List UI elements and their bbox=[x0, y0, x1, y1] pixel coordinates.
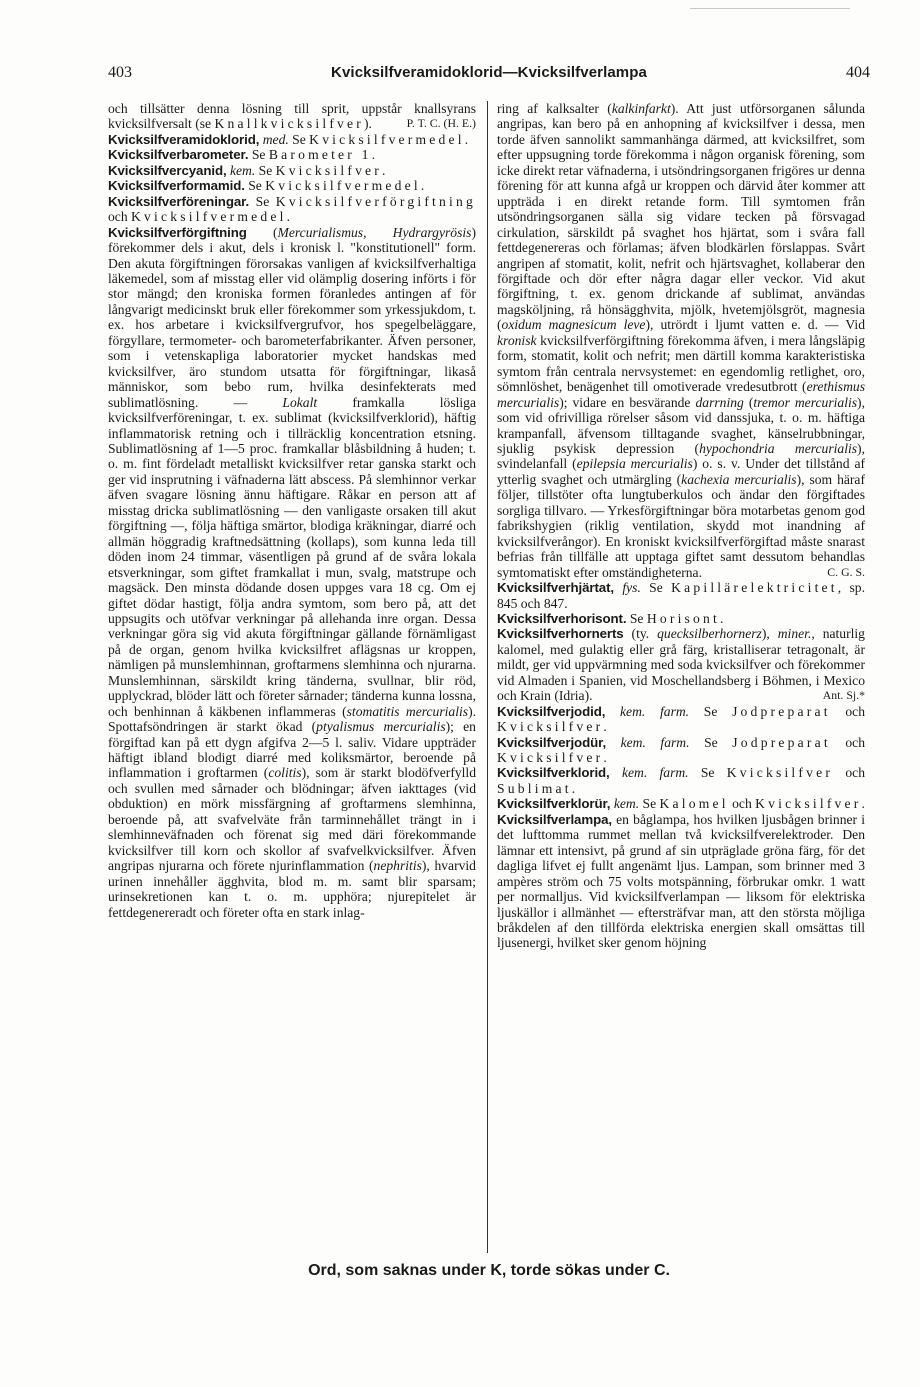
entry-kvicksilfvercyanid: Kvicksilfvercyanid, kem. Se Kvicksilfver. bbox=[108, 162, 386, 178]
entry-kvicksilfverhorisont: Kvicksilfverhorisont. Se Horisont. bbox=[497, 610, 724, 626]
cross-reference: Kalomel bbox=[659, 796, 729, 812]
page-header bbox=[108, 64, 870, 86]
headword: Kvicksilfverföreningar. bbox=[108, 193, 250, 209]
cross-reference: Kvicksilfvermedel bbox=[265, 178, 421, 194]
headword: Kvicksilfverformamid. bbox=[108, 178, 245, 194]
headword: Kvicksilfverklorür, bbox=[497, 796, 611, 812]
subject-label: kem. bbox=[229, 162, 256, 178]
headword: Kvicksilfverklorid, bbox=[497, 765, 610, 781]
latin-term: kalkinfarkt bbox=[611, 101, 671, 116]
entry-continuation: och tillsätter denna lösning till sprit, uppstår knallsyrans kvicksilfversalt (se Knallkvicksilfver). P. T. C. (H. E.) bbox=[108, 101, 476, 132]
subject-label: med. bbox=[262, 131, 289, 147]
page-number-right: 404 bbox=[846, 64, 870, 81]
cross-reference: Jodpreparat bbox=[732, 734, 831, 750]
entry-kvicksilfverlampa: Kvicksilfverlampa, en båglampa, hos hvilken ljusbågen brinner i det lufttomma rummet mellan två kvicksilfverelektroder. Den lämnar ett intensivt, på grund af sin utpräglade gröna färg, för det dagliga lifvet ej fullt angenämt ljus. Lampan, som brinner med 3 ampères ström och 75 volts motspänning, förbrukar omkr. 1 watt per normalljus. Vid kvicksilfverlampan — liksom för elektriska ljuskällor i allmänhet — eftersträfvar man, att den största möjliga bråkdelen af den tillförda elektriska energien skall omsättas till ljusenergi, hvilket sker genom höjning bbox=[497, 811, 865, 951]
latin-term: hypochondria mercurialis bbox=[699, 440, 858, 456]
subject-label: kem. bbox=[613, 796, 640, 812]
entry-kvicksilfverhjartat: Kvicksilfverhjärtat, fys. Se Kapillärelektricitet, sp. 845 och 847. bbox=[497, 580, 865, 611]
right-column bbox=[497, 101, 865, 1253]
author-signature: P. T. C. (H. E.) bbox=[406, 116, 476, 131]
cross-reference: Kvicksilfver bbox=[755, 796, 862, 812]
latin-term: epilepsia mercurialis bbox=[576, 456, 693, 472]
headword: Kvicksilfverbarometer. bbox=[108, 147, 249, 163]
subject-label: kem. farm. bbox=[621, 765, 689, 781]
headword: Kvicksilfvercyanid, bbox=[108, 162, 227, 178]
latin-term: oxidum magnesicum leve bbox=[501, 317, 646, 333]
latin-term: ptyalismus mercurialis bbox=[316, 719, 446, 735]
headword: Kvicksilfveramidoklorid, bbox=[108, 131, 260, 147]
subject-label: kem. farm. bbox=[620, 734, 690, 750]
latin-term: stomatitis mercurialis bbox=[346, 703, 469, 719]
cross-reference: Kapillärelektricitet bbox=[671, 580, 838, 596]
emphasis: kronisk bbox=[497, 332, 537, 348]
page-footer-note: Ord, som saknas under K, torde sökas under C. bbox=[308, 1262, 670, 1279]
cross-reference: Kvicksilfver bbox=[497, 750, 604, 766]
cross-reference: Kvicksilfver bbox=[726, 765, 834, 781]
author-signature: C. G. S. bbox=[827, 564, 865, 579]
latin-term: nephritis bbox=[373, 858, 422, 874]
latin-term: erethismus mercurialis bbox=[497, 379, 865, 410]
entry-kvicksilfverhornerts: Kvicksilfverhornerts (ty. quecksilberhornerz), miner., naturlig kalomel, med gulaktig eller grå färg, kristalliserar tetragonalt, är mildt, ger vid uppvärmning med soda kvicksilfver och förekommer vid Almaden i Spanien, vid Moschellandsberg i Böhmen, i Mexico och Krain (Idria). Ant. Sj.* bbox=[497, 626, 865, 704]
headword: Kvicksilfverjodür, bbox=[497, 734, 607, 750]
entry-kvicksilfverforeningar: Kvicksilfverföreningar. Se Kvicksilfverförgiftning och Kvicksilfvermedel. bbox=[108, 193, 476, 225]
headword: Kvicksilfverhornerts bbox=[497, 626, 624, 642]
page-number-left: 403 bbox=[108, 64, 132, 81]
cross-reference: Kvicksilfver bbox=[275, 162, 383, 178]
latin-term: Mercurialismus, Hydrargyrösis bbox=[277, 224, 472, 240]
cross-reference: Kvicksilfver bbox=[497, 719, 604, 735]
entry-kvicksilfverbarometer: Kvicksilfverbarometer. Se Barometer 1. bbox=[108, 147, 376, 163]
scan-artifact bbox=[690, 8, 850, 9]
latin-term: kachexia mercurialis bbox=[681, 471, 797, 487]
cross-reference: Jodpreparat bbox=[732, 703, 831, 719]
entry-kvicksilfverklorur: Kvicksilfverklorür, kem. Se Kalomel och Kvicksilfver. bbox=[497, 796, 865, 812]
left-column bbox=[108, 101, 476, 1253]
headword: Kvicksilfverhjärtat, bbox=[497, 580, 614, 596]
cross-reference: Sublimat bbox=[497, 780, 572, 796]
entry-kvicksilfverformamid: Kvicksilfverformamid. Se Kvicksilfvermedel. bbox=[108, 178, 425, 194]
entry-kvicksilfverjodid: Kvicksilfverjodid, kem. farm. Se Jodpreparat och Kvicksilfver. bbox=[497, 703, 865, 735]
cross-reference: Kvicksilfvermedel bbox=[131, 209, 287, 225]
cross-reference: Kvicksilfverförgiftning bbox=[275, 193, 476, 209]
entry-kvicksilfverforgiftning: Kvicksilfverförgiftning (Mercurialismus, Hydrargyrösis) förekommer dels i akut, dels i kronisk l. "konstitutionell" form. Den akuta förgiftningen förorsakas vanligen af kvicksilfverhaltiga läkemedel, som af misstag eller vid olämplig dosering införts i för stor mängd; den kroniska formen föranledes antingen af för långvarigt medicinskt bruk eller förekommer som yrkessjukdom, t. ex. hos arbetare i kvicksilfvergrufvor, hos spegelbeläggare, förgyllare, termometer- och barometerfabrikanter. Äfven personer, som i vetenskapliga laboratorier mycket handskas med kvicksilfver, äro stundom utsatta för förgiftningar, likaså människor, som bebo rum, hvilka desinfekterats med sublimatlösning. — Lokalt framkalla lösliga kvicksilfverföreningar, t. ex. sublimat (kvicksilfverklorid), häftig inflammatorisk retning och i tillräcklig koncentration etsning. Sublimatlösning af 1—5 proc. framkallar blåsbildning å huden; t. o. m. fint fördeladt metalliskt kvicksilfver retar ganska starkt och ger vid insprutning i väfnaderna lätt abscess. På slemhinnor verkar äfven svagare lösning ännu häftigare. Råkar en person att af misstag dricka sublimatlösning — den vanligaste orsaken till akut förgiftning —, följa häftiga smärtor, blodiga kräkningar, diarré och allmän höggradig kraftnedsättning (kollaps), som kunna leda till döden inom 24 timmar, väsentligen på grund af de svåra lokala etsverkningar, som giftet framkallat i mun, svalg, matstrupe och magsäck. Den minsta dödande dosen uppges vara 18 cg. Om ej giftet dödar hastigt, följa andra symtom, som bero på, att det uppsugits och utöfvar verkningar på allehanda inre organ. Dessa verkningar göra sig vid akuta förgiftningar gällande förnämligast på de organ, genom hvilka kvicksilfret aflägsnas ur kroppen, nämligen på munslemhinnan, groftarmens slemhinna och njurarna. Munslemhinnan, särskildt kring tänderna, svullnar, blir röd, upplyckrad, blöder lätt och företer sårnader; tänderna kunna lossna, och benhinnan å käkbenen inflammeras (stomatitis mercurialis). Spottafsöndringen är starkt ökad (ptyalismus mercurialis); en förgiftad kan på ett dygn afgifva 2—5 l. saliv. Vidare uppträder häftigt ibland blodigt diarré med koliksmärtor, beroende på inflammation i groftarmen (colitis), som är starkt blodöfverfylld och svullen med sårnader och blödningar; äfven iakttages (vid obduktion) en mörk missfärgning af groftarmens slemhinna, beroende på, att svafvelväte från tarminnehållet trängt in i slemhinneväfnaden och förenat sig med däri förekommande kvicksilfver till korn och skollor af svafvelkvicksilfver. Äfven angripas njurarna och förete njurinflammation (nephritis), hvarvid urinen innehåller ägghvita, blod m. m. samt blir sparsam; urinsekretionen kan t. o. m. upphöra; njurepitelet är fettdegenereradt och företer ofta en stark inlag- bbox=[108, 224, 476, 920]
emphasis: darrning bbox=[695, 394, 744, 410]
subject-label: miner. bbox=[777, 626, 812, 642]
entry-kvicksilfverklorid: Kvicksilfverklorid, kem. farm. Se Kvicksilfver och Sublimat. bbox=[497, 765, 865, 796]
cross-reference: Knallkvicksilfver bbox=[214, 116, 364, 132]
latin-term: colitis bbox=[268, 765, 302, 781]
author-signature: Ant. Sj.* bbox=[822, 688, 865, 703]
latin-term: tremor mercurialis bbox=[753, 394, 858, 410]
cross-reference: Kvicksilfvermedel bbox=[309, 131, 465, 147]
running-title: Kvicksilfveramidoklorid—Kvicksilfverlampa bbox=[331, 64, 647, 81]
entry-kvicksilfverjodur: Kvicksilfverjodür, kem. farm. Se Jodpreparat och Kvicksilfver. bbox=[497, 734, 865, 766]
headword: Kvicksilfverlampa, bbox=[497, 811, 612, 827]
latin-term: quecksilberhornerz bbox=[657, 626, 762, 642]
headword: Kvicksilfverjodid, bbox=[497, 703, 606, 719]
entry-kvicksilfveramidoklorid: Kvicksilfveramidoklorid, med. Se Kvicksilfvermedel. bbox=[108, 131, 469, 147]
cross-reference: Barometer 1 bbox=[268, 147, 372, 163]
entry-continuation: ring af kalksalter (kalkinfarkt). Att just utförsorganen sålunda angripas, kan bero på en anhopning af kvicksilfver i dessa, men torde äfven sannolikt sammanhänga därmed, att kvicksilfret, som efter uppsugning torde förekomma i någon organisk förening, som icke direkt retar väfnaderna, i utsöndringsorganen frigöres ur denna förening för att kunna afgå ur kroppen och därvid åter kommer att uppträda i en direkt retande form. Till symtomen från utsöndringsorganen sälla sig vidare tecken på försvagad cirkulation, särskildt på svaghet hos hjärtat, som i svåra fall fettdegenereras och förlamas; äfven blodkärlen förslappas. Svårt angripen af stomatit, kolit, nefrit och hjärtsvaghet, kollaberar den förgiftade och dör efter några dagar eller veckor. Vid akut förgiftning, t. ex. genom drickande af sublimat, användas magsköljning, rå hönsägghvita, mjölk, hvetemjölsgröt, magnesia (oxidum magnesicum leve), utrördt i ljumt vatten e. d. — Vid kronisk kvicksilfverförgiftning förekomma äfven, i mera långsläpig form, stomatit, kolit och nefrit; men därtill komma karakteristiska symtom från centrala nervsystemet: en egendomlig retlighet, oro, sömnlöshet, benägenhet till omotiverade vredesutbrott (erethismus mercurialis); vidare en besvärande darrning (tremor mercurialis), som vid ofrivilliga rörelser såsom vid danssjuka, t. o. m. häftiga krampanfall, äfvensom tilltagande svaghet, känselrubbningar, sjuklig psykisk depression (hypochondria mercurialis), svindelanfall (epilepsia mercurialis) o. s. v. Under det tillstånd af ytterlig svaghet och utmärgling (kachexia mercurialis), som häraf följer, tillstöter ofta lungtuberkulos och ändar den förgiftades sorgliga tillvaro. — Yrkesförgiftningar böra motarbetas genom god fabrikshygien (riklig ventilation, skydd mot inandning af kvicksilfverångor). En kroniskt kvicksilfverförgiftad måste snarast befrias från tillfälle att upptaga giftet samt dessutom behandlas symtomatiskt efter omständigheterna. C. G. S. bbox=[497, 101, 865, 580]
column-divider bbox=[487, 101, 488, 1253]
subject-label: fys. bbox=[622, 580, 641, 596]
headword: Kvicksilfverförgiftning bbox=[108, 224, 247, 240]
subject-label: kem. farm. bbox=[620, 703, 690, 719]
emphasis: Lokalt bbox=[282, 394, 318, 410]
headword: Kvicksilfverhorisont. bbox=[497, 610, 627, 626]
cross-reference: Horisont bbox=[646, 610, 721, 626]
